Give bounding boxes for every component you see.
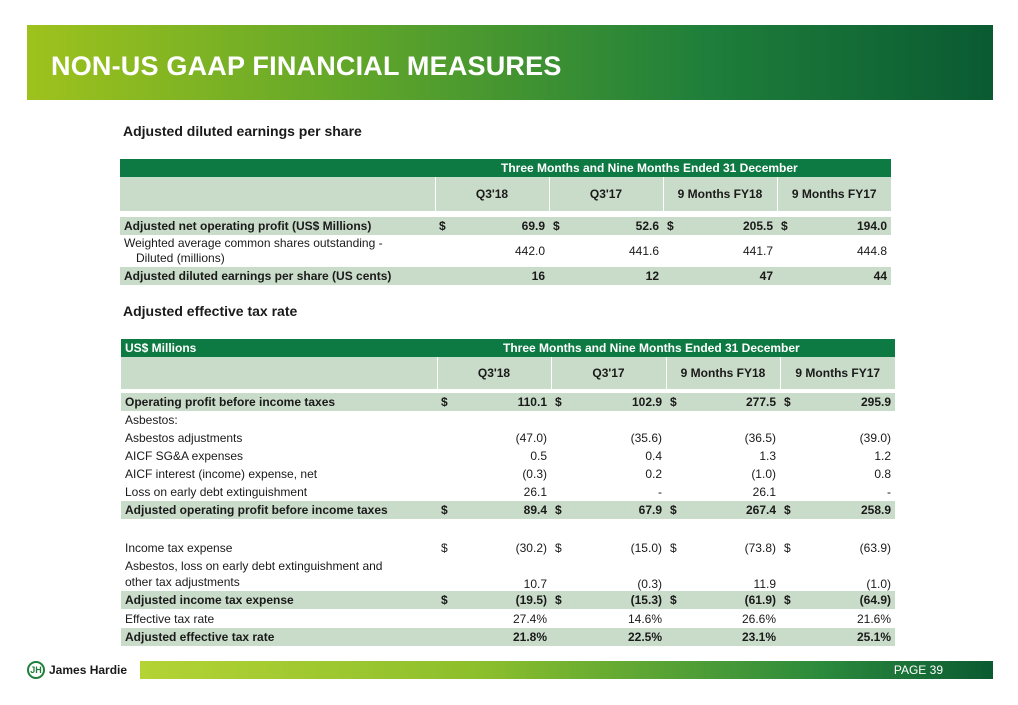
cell-value: 0.5 bbox=[530, 449, 547, 463]
eps-period-header: Three Months and Nine Months Ended 31 December bbox=[435, 159, 891, 177]
cell-value: 11.9 bbox=[753, 577, 776, 591]
cell-value: 277.5 bbox=[745, 395, 776, 409]
row-label: AICF interest (income) expense, net bbox=[125, 467, 318, 481]
row-label: Asbestos adjustments bbox=[125, 431, 243, 445]
currency-symbol: $ bbox=[441, 593, 448, 607]
row-label: Adjusted operating profit before income taxes bbox=[121, 501, 437, 519]
eps-column-header-row bbox=[120, 177, 891, 211]
cell-value: (15.0) bbox=[630, 541, 662, 555]
cell-value: 22.5% bbox=[551, 628, 666, 646]
cell-value: 21.6% bbox=[857, 611, 892, 626]
col-q3-18: Q3'18 bbox=[435, 177, 549, 211]
table-row bbox=[121, 465, 895, 483]
cell-value: 16 bbox=[435, 267, 549, 285]
cell-value: (64.9) bbox=[859, 593, 892, 607]
row-label: Asbestos, loss on early debt extinguishment and bbox=[125, 559, 383, 573]
table-row bbox=[120, 267, 891, 285]
company-logo bbox=[27, 660, 127, 680]
cell-value: (63.9) bbox=[859, 541, 892, 555]
footer-bar bbox=[140, 661, 993, 679]
cell-value: (19.5) bbox=[515, 593, 547, 607]
eps-table bbox=[120, 159, 891, 285]
eps-section-title: Adjusted diluted earnings per share bbox=[123, 123, 362, 139]
cell-value: 444.8 bbox=[857, 244, 888, 258]
currency-symbol: $ bbox=[670, 541, 677, 555]
table-row bbox=[121, 591, 895, 609]
col-9m-fy18: 9 Months FY18 bbox=[666, 357, 780, 389]
row-label: Adjusted diluted earnings per share (US cents) bbox=[120, 267, 435, 285]
cell-value: 194.0 bbox=[857, 219, 888, 233]
currency-symbol: $ bbox=[439, 219, 446, 233]
table-row bbox=[121, 393, 895, 411]
table-row bbox=[121, 539, 895, 557]
currency-symbol: $ bbox=[784, 593, 791, 607]
tax-table bbox=[121, 339, 895, 646]
cell-value: 0.4 bbox=[645, 449, 662, 463]
cell-value: 442.0 bbox=[514, 244, 545, 258]
table-row bbox=[121, 429, 895, 447]
currency-symbol: $ bbox=[784, 503, 791, 517]
tax-section-title: Adjusted effective tax rate bbox=[123, 303, 298, 319]
currency-symbol: $ bbox=[555, 503, 562, 517]
col-q3-17: Q3'17 bbox=[551, 357, 666, 389]
cell-value: (30.2) bbox=[515, 541, 547, 555]
currency-symbol: $ bbox=[670, 503, 677, 517]
table-row bbox=[121, 447, 895, 465]
cell-value: (47.0) bbox=[515, 431, 547, 445]
currency-symbol: $ bbox=[555, 395, 562, 409]
table-row bbox=[120, 217, 891, 235]
row-label: AICF SG&A expenses bbox=[125, 449, 244, 463]
cell-value: 25.1% bbox=[780, 628, 895, 646]
cell-value: 47 bbox=[663, 267, 777, 285]
row-label: Weighted average common shares outstanding - bbox=[124, 236, 383, 250]
cell-value: 26.6% bbox=[741, 611, 776, 626]
tax-column-header-row bbox=[121, 357, 895, 389]
cell-value: 441.6 bbox=[628, 244, 659, 258]
cell-value: 67.9 bbox=[638, 503, 662, 517]
cell-value: 26.1 bbox=[523, 485, 547, 499]
cell-value: 27.4% bbox=[512, 611, 547, 626]
currency-symbol: $ bbox=[670, 593, 677, 607]
cell-value: 52.6 bbox=[635, 219, 659, 233]
currency-symbol: $ bbox=[441, 541, 448, 555]
currency-symbol: $ bbox=[781, 219, 788, 233]
currency-symbol: $ bbox=[667, 219, 674, 233]
currency-symbol: $ bbox=[553, 219, 560, 233]
table-row bbox=[121, 609, 895, 628]
currency-symbol: $ bbox=[555, 541, 562, 555]
cell-value: 23.1% bbox=[666, 628, 780, 646]
row-label-continued: other tax adjustments bbox=[125, 575, 240, 589]
eps-period-header-row bbox=[120, 159, 891, 177]
cell-value: 21.8% bbox=[437, 628, 551, 646]
row-label: Income tax expense bbox=[125, 541, 233, 555]
table-row bbox=[121, 557, 895, 591]
cell-value: (1.0) bbox=[866, 577, 892, 591]
cell-value: 295.9 bbox=[861, 395, 892, 409]
col-9m-fy17: 9 Months FY17 bbox=[777, 177, 891, 211]
logo-text: James Hardie bbox=[49, 663, 128, 677]
tax-period-header-row bbox=[121, 339, 895, 357]
cell-value: 10.7 bbox=[523, 577, 547, 591]
currency-symbol: $ bbox=[441, 503, 448, 517]
cell-value: 44 bbox=[777, 267, 891, 285]
tax-period-header: Three Months and Nine Months Ended 31 December bbox=[437, 339, 895, 357]
table-row bbox=[121, 628, 895, 646]
cell-value: 69.9 bbox=[521, 219, 545, 233]
currency-symbol: $ bbox=[441, 395, 448, 409]
row-label: Effective tax rate bbox=[125, 611, 215, 626]
row-label: Operating profit before income taxes bbox=[121, 393, 437, 411]
cell-value: - bbox=[887, 485, 892, 499]
cell-value: (39.0) bbox=[859, 431, 892, 445]
col-9m-fy17: 9 Months FY17 bbox=[780, 357, 895, 389]
table-row bbox=[120, 235, 891, 267]
table-row bbox=[121, 483, 895, 501]
cell-value: 267.4 bbox=[745, 503, 776, 517]
cell-value: 0.2 bbox=[645, 467, 662, 481]
col-9m-fy18: 9 Months FY18 bbox=[663, 177, 777, 211]
row-label: Loss on early debt extinguishment bbox=[125, 485, 308, 499]
cell-value: (61.9) bbox=[744, 593, 776, 607]
units-label: US$ Millions bbox=[121, 339, 437, 357]
cell-value: 205.5 bbox=[742, 219, 773, 233]
cell-value: 12 bbox=[549, 267, 663, 285]
cell-value: 26.1 bbox=[752, 485, 776, 499]
currency-symbol: $ bbox=[784, 395, 791, 409]
cell-value: 14.6% bbox=[627, 611, 662, 626]
row-label: Adjusted net operating profit (US$ Millions) bbox=[120, 217, 435, 235]
cell-value: (73.8) bbox=[744, 541, 776, 555]
cell-value: (0.3) bbox=[522, 467, 547, 481]
col-q3-17: Q3'17 bbox=[549, 177, 663, 211]
cell-value: (36.5) bbox=[744, 431, 776, 445]
title-banner bbox=[27, 25, 993, 100]
logo-icon: JH bbox=[27, 661, 45, 679]
currency-symbol: $ bbox=[670, 395, 677, 409]
page-title: NON-US GAAP FINANCIAL MEASURES bbox=[51, 51, 562, 81]
cell-value: 89.4 bbox=[523, 503, 547, 517]
cell-value: (35.6) bbox=[630, 431, 662, 445]
cell-value: 258.9 bbox=[861, 503, 892, 517]
currency-symbol: $ bbox=[784, 541, 791, 555]
col-q3-18: Q3'18 bbox=[437, 357, 551, 389]
cell-value: - bbox=[658, 485, 662, 499]
row-label-continued: Diluted (millions) bbox=[136, 251, 225, 265]
page-number: PAGE 39 bbox=[893, 663, 943, 677]
table-row bbox=[121, 411, 895, 429]
cell-value: 0.8 bbox=[874, 467, 892, 481]
cell-value: (1.0) bbox=[751, 467, 776, 481]
cell-value: 102.9 bbox=[631, 395, 662, 409]
cell-value: 1.3 bbox=[759, 449, 776, 463]
row-label: Adjusted income tax expense bbox=[121, 591, 437, 609]
table-row bbox=[121, 501, 895, 519]
cell-value: (15.3) bbox=[630, 593, 662, 607]
currency-symbol: $ bbox=[555, 593, 562, 607]
cell-value: 110.1 bbox=[517, 395, 547, 409]
cell-value: (0.3) bbox=[637, 577, 662, 591]
cell-value: 441.7 bbox=[742, 244, 773, 258]
row-label: Asbestos: bbox=[125, 413, 178, 427]
row-label: Adjusted effective tax rate bbox=[121, 628, 437, 646]
cell-value: 1.2 bbox=[874, 449, 892, 463]
